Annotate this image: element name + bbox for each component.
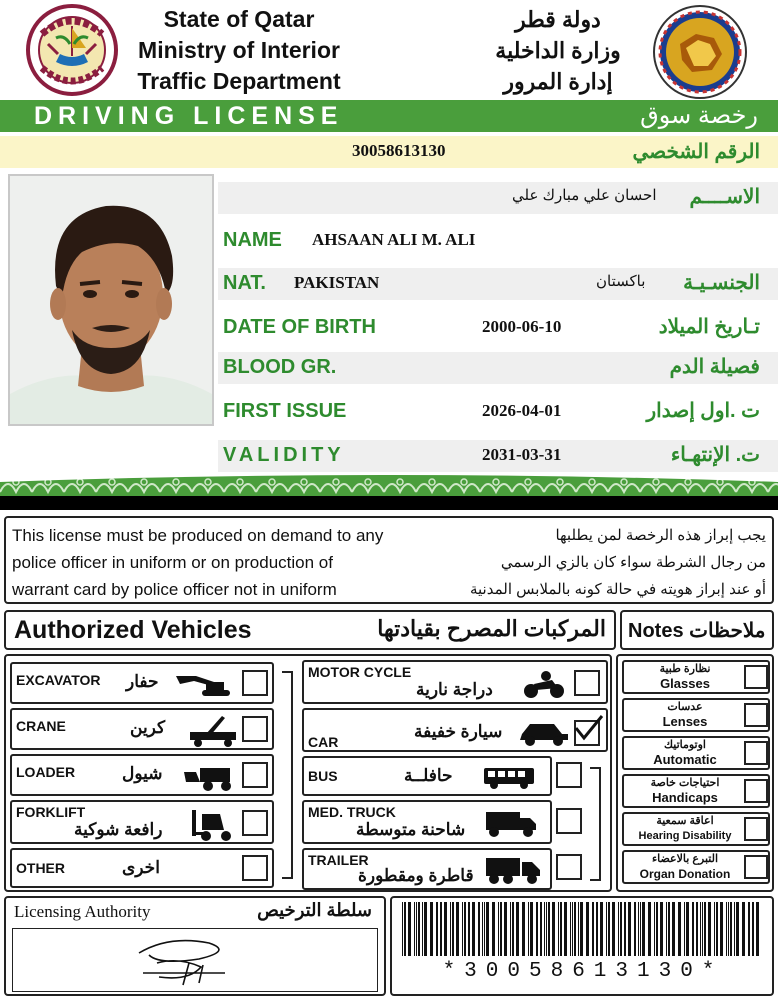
vehicle-label-ar: حافلــة: [404, 766, 453, 785]
validity-value: 2031-03-31: [482, 445, 562, 464]
vehicle-label-ar: شيول: [122, 764, 163, 783]
driving-license-band: [0, 100, 778, 132]
vehicle-excavator: [10, 662, 274, 704]
barcode-bar: [498, 902, 499, 956]
name-arabic-label: الاســــم: [689, 186, 760, 208]
trailer-truck-icon: [484, 856, 542, 886]
barcode-bar: [600, 902, 603, 956]
vehicle-label: LOADER: [16, 764, 76, 780]
vehicle-label: TRAILER: [308, 852, 369, 868]
vehicle-loader: [10, 754, 274, 796]
barcode-bar: [686, 902, 689, 956]
dob-label-ar: تـاريخ الميلاد: [658, 316, 760, 338]
validity-label: VALIDITY: [223, 444, 345, 466]
header-line-3: Traffic Department: [137, 68, 341, 94]
header-arabic: [470, 4, 646, 97]
header-ar-line-2: وزارة الداخلية: [495, 38, 621, 63]
vehicle-label-ar: حفار: [126, 672, 159, 691]
personal-number-value: 30058613130: [352, 141, 446, 160]
barcode-bar: [640, 902, 641, 956]
note-organ-donation: [622, 850, 770, 884]
vehicles-panel: [4, 654, 612, 892]
automatic-checkbox[interactable]: [744, 741, 768, 765]
note-label-ar: التبرع بالاعضاء: [651, 853, 719, 865]
first-issue-row: [218, 396, 778, 428]
forklift-checkbox[interactable]: [242, 810, 268, 836]
barcode-bar: [716, 902, 718, 956]
nationality-label: NAT.: [223, 272, 266, 294]
vehicle-label-ar: رافعة شوكية: [74, 820, 163, 839]
vehicle-label: OTHER: [16, 860, 65, 876]
header-english: [120, 4, 358, 97]
nationality-value-ar: باكستان: [596, 273, 646, 290]
barcode-bar: [540, 902, 542, 956]
barcode-bar: [464, 902, 466, 956]
barcode-bar: [546, 902, 547, 956]
barcode-bar: [634, 902, 636, 956]
barcode-bar: [578, 902, 579, 956]
barcode-bar: [478, 902, 480, 956]
barcode-bar: [510, 902, 511, 956]
organ-donation-checkbox[interactable]: [744, 855, 768, 879]
crane-truck-icon: [188, 714, 240, 748]
hearing-checkbox[interactable]: [744, 817, 768, 841]
barcode-bar: [692, 902, 694, 956]
crane-checkbox[interactable]: [242, 716, 268, 742]
bus-icon: [482, 766, 536, 790]
name-label: NAME: [223, 229, 282, 251]
trailer-checkbox[interactable]: [556, 854, 582, 880]
barcode-bar: [608, 902, 610, 956]
vehicle-other: [10, 848, 274, 888]
barcode-bar: [704, 902, 706, 956]
barcode-bar: [700, 902, 701, 956]
barcode-bar: [408, 902, 411, 956]
barcode-bar: [516, 902, 519, 956]
barcode-bar: [430, 902, 433, 956]
note-glasses: [622, 660, 770, 694]
barcode-bar: [552, 902, 555, 956]
barcode-bar: [570, 902, 571, 956]
notice-ar-line-1: يجب إبراز هذه الرخصة لمن يطلبها: [555, 527, 766, 544]
vehicle-label-ar: شاحنة متوسطة: [356, 820, 466, 839]
barcode-bar: [678, 902, 681, 956]
barcode-bar: [462, 902, 463, 956]
barcode-bar: [660, 902, 663, 956]
barcode-bar: [440, 902, 442, 956]
forklift-icon: [190, 808, 240, 842]
dob-label: DATE OF BIRTH: [223, 316, 376, 338]
authorized-vehicles-header: [4, 610, 616, 650]
vehicle-trailer: [302, 848, 552, 890]
barcode-bar: [574, 902, 576, 956]
notes-panel: [616, 654, 774, 892]
barcode-bar: [402, 902, 403, 956]
car-icon: [518, 720, 570, 746]
note-label: Automatic: [653, 752, 717, 767]
barcode-bar: [482, 902, 483, 956]
notice-english: [12, 522, 452, 603]
name-row: [218, 225, 778, 257]
vehicle-label-ar: دراجة نارية: [416, 680, 493, 699]
nationality-value: PAKISTAN: [294, 273, 380, 292]
license-back: [0, 510, 778, 1000]
qatar-emblem-logo: [26, 4, 118, 96]
notice-en-line-2: police officer in uniform or on production of: [12, 553, 333, 572]
note-label-ar: احتياجات خاصة: [650, 777, 720, 789]
barcode-box: [390, 896, 774, 996]
notice-en-line-3: warrant card by police officer not in uniform: [12, 580, 337, 599]
barcode-bar: [500, 902, 502, 956]
license-front: [0, 0, 778, 496]
barcode-bar: [654, 902, 655, 956]
barcode-bar: [548, 902, 550, 956]
barcode-bar: [530, 902, 533, 956]
note-label: Lenses: [662, 714, 708, 729]
note-label-ar: نظارة طبية: [659, 663, 711, 675]
barcode-bar: [404, 902, 406, 956]
truck-icon: [484, 810, 538, 838]
notice-ar-line-3: أو عند إبراز هويته في حالة كونه بالملابس المدنية: [469, 581, 766, 598]
barcode-number: *30058613130*: [442, 960, 724, 983]
personal-number-label-ar: الرقم الشخصي: [632, 141, 760, 163]
notice-ar-line-2: من رجال الشرطة سواء كان بالزي الرسمي: [500, 554, 766, 571]
barcode-graphic: [400, 902, 766, 956]
barcode-bar: [624, 902, 626, 956]
car-checkbox[interactable]: [574, 720, 600, 746]
barcode-bar: [618, 902, 619, 956]
vehicle-label: BUS: [308, 768, 338, 784]
vehicle-label: EXCAVATOR: [16, 672, 101, 688]
vehicle-label: FORKLIFT: [16, 804, 86, 820]
date-of-birth-row: [218, 312, 778, 344]
barcode-bar: [492, 902, 495, 956]
motorcycle-checkbox[interactable]: [574, 670, 600, 696]
note-label: Hearing Disability: [638, 830, 732, 842]
licensing-authority-label: Licensing Authority: [14, 902, 151, 921]
note-automatic: [622, 736, 770, 770]
barcode-bar: [606, 902, 607, 956]
barcode-bar: [484, 902, 485, 956]
other-checkbox[interactable]: [242, 855, 268, 881]
barcode-bar: [714, 902, 715, 956]
name-value: AHSAAN ALI M. ALI: [312, 230, 476, 249]
vehicle-car: [302, 708, 608, 752]
barcode-bar: [628, 902, 631, 956]
barcode-bar: [436, 902, 438, 956]
barcode-bar: [512, 902, 514, 956]
barcode-bar: [452, 902, 454, 956]
barcode-bar: [668, 902, 670, 956]
barcode-bar: [612, 902, 615, 956]
barcode-bar: [642, 902, 645, 956]
barcode-bar: [748, 902, 750, 956]
nationality-label-ar: الجنسـيـة: [683, 272, 760, 294]
licensing-authority-box: [4, 896, 386, 996]
card-divider: [0, 496, 778, 510]
vehicle-label: CAR: [308, 734, 339, 750]
header-ar-line-3: إدارة المرور: [503, 69, 613, 94]
barcode-bar: [572, 902, 573, 956]
barcode-bar: [486, 902, 489, 956]
validity-label-ar: ت. الإنتهـاء: [670, 444, 760, 466]
vehicle-forklift: [10, 800, 274, 844]
barcode-bar: [560, 902, 562, 956]
header-ar-line-1: دولة قطر: [515, 7, 601, 32]
dob-value: 2000-06-10: [482, 317, 562, 336]
barcode-bar: [728, 902, 729, 956]
glasses-checkbox[interactable]: [744, 665, 768, 689]
licensing-authority-label-ar: سلطة الترخيص: [257, 900, 372, 920]
barcode-bar: [422, 902, 423, 956]
barcode-bar: [564, 902, 567, 956]
note-label-ar: عدسات: [667, 701, 703, 713]
nationality-row: [218, 268, 778, 300]
barcode-bar: [414, 902, 415, 956]
check-mark-icon: [570, 714, 604, 744]
barcode-bar: [580, 902, 583, 956]
note-lenses: [622, 698, 770, 732]
barcode-bar: [450, 902, 451, 956]
barcode-bar: [638, 902, 639, 956]
blood-group-label-ar: فصيلة الدم: [669, 356, 760, 378]
barcode-bar: [536, 902, 538, 956]
vehicle-label-ar: قاطرة ومقطورة: [358, 866, 474, 885]
validity-row: [218, 440, 778, 472]
notes-title: Notes ملاحظات: [628, 620, 766, 642]
note-label: Glasses: [660, 676, 710, 691]
vehicle-med-truck: [302, 800, 552, 844]
header-line-2: Ministry of Interior: [138, 37, 340, 63]
note-label-ar: اوتوماتيك: [663, 739, 706, 751]
vehicle-label: MED. TRUCK: [308, 804, 396, 820]
barcode-bar: [596, 902, 598, 956]
barcode-bar: [736, 902, 739, 956]
note-label: Handicaps: [652, 790, 718, 805]
barcode-bar: [726, 902, 727, 956]
motorcycle-icon: [522, 670, 566, 700]
loader-icon: [182, 762, 240, 792]
vehicle-label-ar: سيارة خفيفة: [414, 722, 503, 741]
vehicle-label-ar: كرين: [130, 718, 166, 737]
barcode-bar: [416, 902, 417, 956]
notes-header: [620, 610, 774, 650]
first-issue-value: 2026-04-01: [482, 401, 562, 420]
blood-group-row: [218, 352, 778, 384]
vehicle-label: CRANE: [16, 718, 66, 734]
barcode-bar: [702, 902, 703, 956]
vehicle-crane: [10, 708, 274, 750]
vehicle-motorcycle: [302, 660, 608, 704]
barcode-bar: [456, 902, 459, 956]
barcode-bar: [656, 902, 658, 956]
name-arabic-row: [218, 182, 778, 214]
barcode-bar: [544, 902, 545, 956]
barcode-bar: [648, 902, 651, 956]
barcode-bar: [734, 902, 735, 956]
signature-area: [12, 928, 378, 992]
lenses-checkbox[interactable]: [744, 703, 768, 727]
barcode-bar: [696, 902, 698, 956]
barcode-bar: [620, 902, 622, 956]
decorative-pattern-border: [0, 472, 778, 496]
vehicle-bus: [302, 756, 552, 796]
barcode-bar: [444, 902, 447, 956]
first-issue-label: FIRST ISSUE: [223, 400, 347, 422]
barcode-bar: [684, 902, 685, 956]
barcode-bar: [756, 902, 759, 956]
barcode-bar: [504, 902, 507, 956]
blood-group-label: BLOOD GR.: [223, 356, 337, 378]
note-hearing-disability: [622, 812, 770, 846]
personal-number-row: [0, 136, 778, 168]
barcode-bar: [730, 902, 732, 956]
med-truck-checkbox[interactable]: [556, 808, 582, 834]
holder-photo: [8, 174, 214, 426]
vehicle-label: MOTOR CYCLE: [308, 664, 412, 680]
name-arabic-value: احسان علي مبارك علي: [512, 187, 657, 204]
authorized-vehicles-title-ar: المركبات المصرح بقيادتها: [377, 616, 606, 641]
truck-group-bracket: [586, 766, 604, 882]
barcode-bar: [720, 902, 723, 956]
barcode-bar: [672, 902, 675, 956]
loader-checkbox[interactable]: [242, 762, 268, 788]
note-label: Organ Donation: [639, 867, 731, 881]
barcode-bar: [528, 902, 529, 956]
group-bracket: [280, 670, 296, 880]
barcode-bar: [558, 902, 559, 956]
header-line-1: State of Qatar: [163, 6, 315, 32]
barcode-bar: [424, 902, 427, 956]
barcode-bar: [708, 902, 711, 956]
barcode-bar: [468, 902, 470, 956]
band-title-ar: رخصة سوق: [640, 102, 758, 129]
excavator-icon: [172, 672, 236, 698]
barcode-bar: [742, 902, 745, 956]
note-label-ar: اعاقة سمعية: [656, 815, 714, 827]
barcode-bar: [752, 902, 754, 956]
notice-en-line-1: This license must be produced on demand to any: [12, 526, 384, 545]
excavator-checkbox[interactable]: [242, 670, 268, 696]
notice-box: [4, 516, 774, 604]
barcode-bar: [418, 902, 420, 956]
barcode-bar: [472, 902, 475, 956]
bus-checkbox[interactable]: [556, 762, 582, 788]
gcc-emblem-logo: [652, 4, 748, 100]
barcode-bar: [586, 902, 589, 956]
barcode-bar: [592, 902, 594, 956]
handicaps-checkbox[interactable]: [744, 779, 768, 803]
first-issue-label-ar: ت .اول إصدار: [646, 400, 760, 422]
vehicle-label-ar: اخرى: [122, 858, 160, 877]
signature-mark: [129, 933, 239, 989]
barcode-bar: [522, 902, 525, 956]
band-title-en: DRIVING LICENSE: [34, 102, 344, 130]
authorized-vehicles-title: Authorized Vehicles: [14, 616, 252, 644]
barcode-bar: [666, 902, 667, 956]
notice-arabic: [436, 522, 766, 603]
note-handicaps: [622, 774, 770, 808]
